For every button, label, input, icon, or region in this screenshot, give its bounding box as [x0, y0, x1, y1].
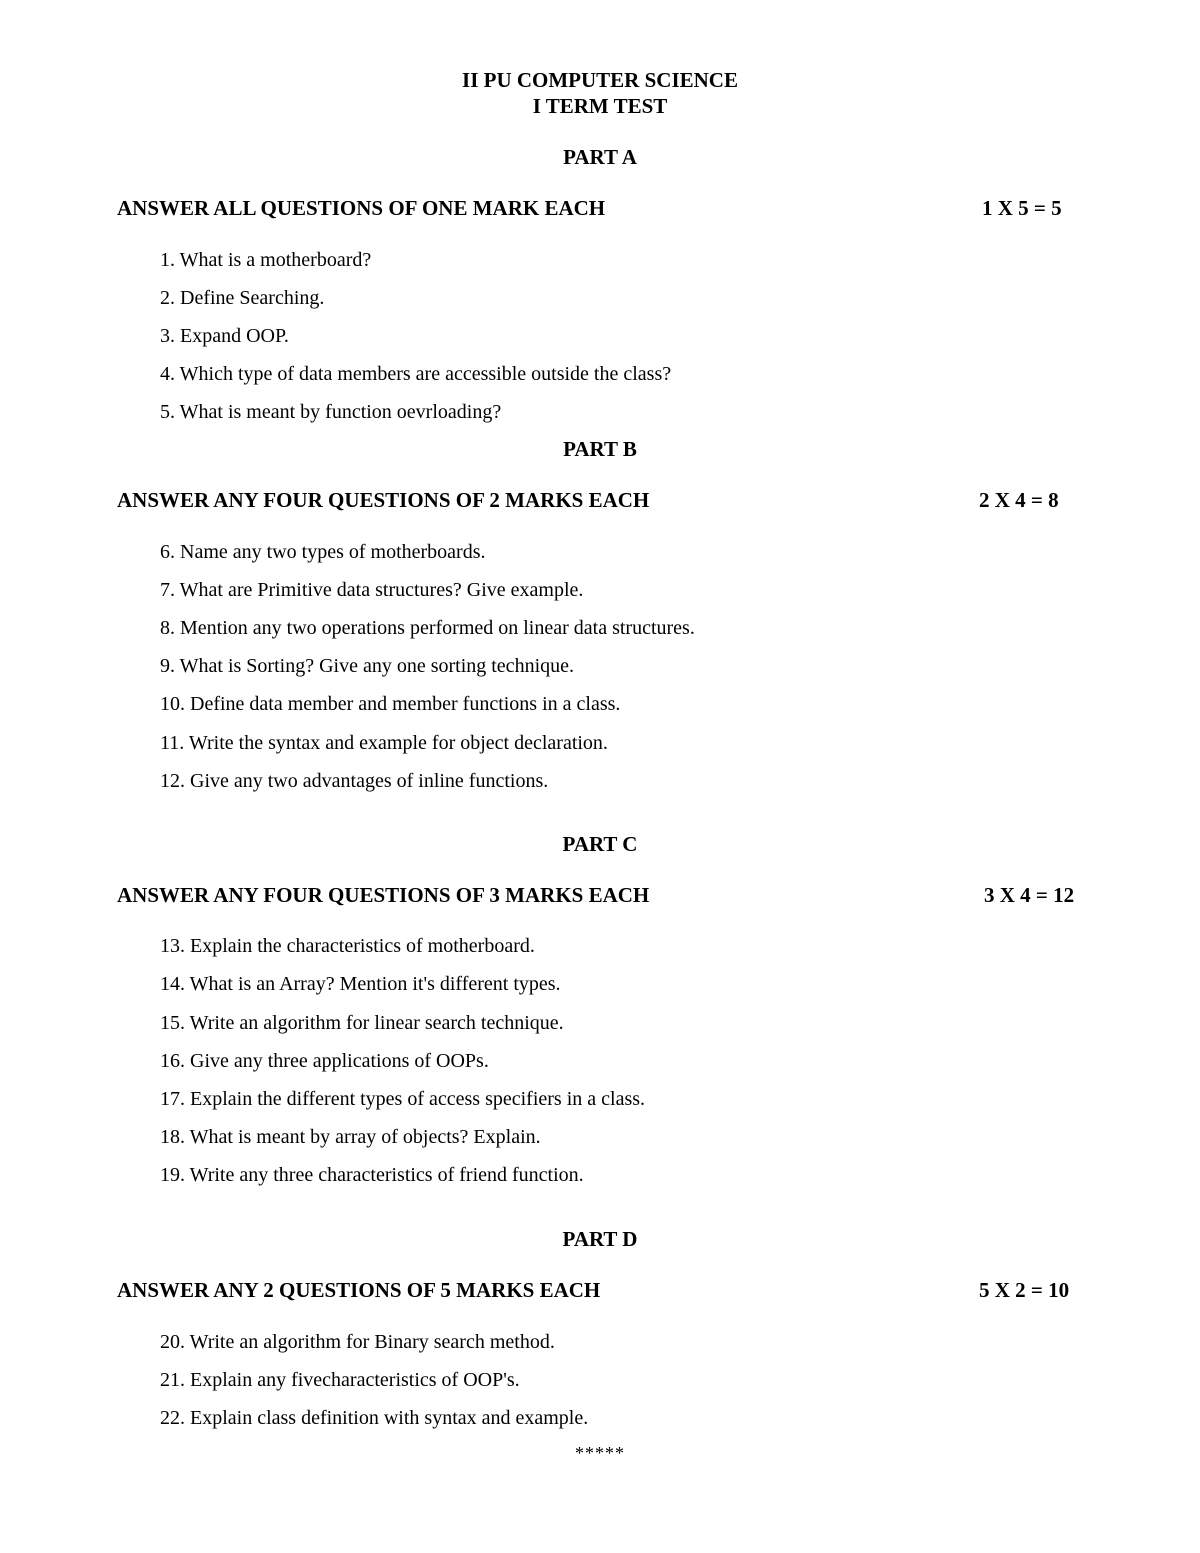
paper-subtitle: I TERM TEST — [532, 94, 668, 118]
question-number: 5. — [160, 401, 175, 423]
question-text: Write any three characteristics of friend function. — [189, 1164, 584, 1186]
question-text: Define data member and member functions in a class. — [190, 693, 621, 715]
question-item — [160, 1048, 489, 1074]
question-number: 11. — [160, 732, 185, 754]
question-item — [160, 539, 485, 565]
question-number: 2. — [160, 287, 175, 309]
question-item — [160, 285, 324, 311]
question-text: Write an algorithm for Binary search method. — [189, 1331, 555, 1353]
question-number: 14. — [160, 973, 185, 995]
part-d-instruction: ANSWER ANY 2 QUESTIONS OF 5 MARKS EACH — [117, 1278, 601, 1302]
question-text: Explain any fivecharacteristics of OOP's. — [190, 1369, 520, 1391]
question-item — [160, 1405, 588, 1431]
question-number: 3. — [160, 325, 175, 347]
question-item — [160, 577, 583, 603]
question-text: Name any two types of motherboards. — [180, 541, 486, 563]
question-number: 7. — [160, 579, 175, 601]
question-item — [160, 399, 501, 425]
question-text: What is Sorting? Give any one sorting technique. — [179, 655, 574, 677]
question-text: Mention any two operations performed on linear data structures. — [180, 617, 695, 639]
question-number: 17. — [160, 1088, 185, 1110]
question-number: 9. — [160, 655, 175, 677]
question-item — [160, 247, 371, 273]
part-a-instruction: ANSWER ALL QUESTIONS OF ONE MARK EACH — [117, 196, 606, 220]
part-a-title: PART A — [563, 145, 637, 169]
question-number: 18. — [160, 1126, 185, 1148]
question-number: 13. — [160, 935, 185, 957]
part-a-marks: 1 X 5 = 5 — [982, 196, 1062, 220]
question-text: What is meant by function oevrloading? — [179, 401, 502, 423]
question-text: What is meant by array of objects? Explain. — [189, 1126, 541, 1148]
question-text: What is a motherboard? — [179, 249, 372, 271]
question-number: 21. — [160, 1369, 185, 1391]
question-number: 6. — [160, 541, 175, 563]
question-text: Define Searching. — [180, 287, 325, 309]
question-text: Write the syntax and example for object declaration. — [188, 732, 608, 754]
question-text: Give any two advantages of inline functions. — [190, 770, 549, 792]
part-c-marks: 3 X 4 = 12 — [984, 883, 1075, 907]
question-text: Explain the characteristics of motherboard. — [190, 935, 535, 957]
question-item — [160, 653, 574, 679]
question-number: 16. — [160, 1050, 185, 1072]
question-text: Explain the different types of access specifiers in a class. — [190, 1088, 646, 1110]
part-c-instruction: ANSWER ANY FOUR QUESTIONS OF 3 MARKS EACH — [117, 883, 650, 907]
part-d-title: PART D — [562, 1227, 638, 1251]
question-number: 8. — [160, 617, 175, 639]
question-item — [160, 323, 289, 349]
question-text: Which type of data members are accessible outside the class? — [179, 363, 672, 385]
question-item — [160, 768, 548, 794]
question-item — [160, 933, 535, 959]
end-marker: ***** — [575, 1443, 625, 1463]
part-b-title: PART B — [563, 437, 637, 461]
question-text: Explain class definition with syntax and example. — [190, 1407, 589, 1429]
question-item — [160, 1162, 584, 1188]
question-item — [160, 1367, 520, 1393]
question-number: 10. — [160, 693, 185, 715]
question-item — [160, 730, 608, 756]
question-item — [160, 1124, 541, 1150]
question-item — [160, 691, 620, 717]
part-b-instruction: ANSWER ANY FOUR QUESTIONS OF 2 MARKS EACH — [117, 488, 650, 512]
question-text: What is an Array? Mention it's different types. — [189, 973, 561, 995]
question-item — [160, 971, 561, 997]
question-item — [160, 1010, 564, 1036]
question-number: 15. — [160, 1012, 185, 1034]
question-item — [160, 361, 671, 387]
part-c-title: PART C — [562, 832, 638, 856]
question-text: Give any three applications of OOPs. — [190, 1050, 489, 1072]
question-number: 20. — [160, 1331, 185, 1353]
question-number: 12. — [160, 770, 185, 792]
part-d-marks: 5 X 2 = 10 — [979, 1278, 1070, 1302]
question-text: What are Primitive data structures? Give example. — [179, 579, 584, 601]
question-item — [160, 1086, 645, 1112]
question-number: 4. — [160, 363, 175, 385]
question-number: 19. — [160, 1164, 185, 1186]
question-text: Expand OOP. — [180, 325, 289, 347]
paper-title: II PU COMPUTER SCIENCE — [462, 68, 738, 92]
part-b-marks: 2 X 4 = 8 — [979, 488, 1059, 512]
question-number: 1. — [160, 249, 175, 271]
question-text: Write an algorithm for linear search technique. — [189, 1012, 564, 1034]
question-item — [160, 615, 695, 641]
question-number: 22. — [160, 1407, 185, 1429]
question-item — [160, 1329, 555, 1355]
